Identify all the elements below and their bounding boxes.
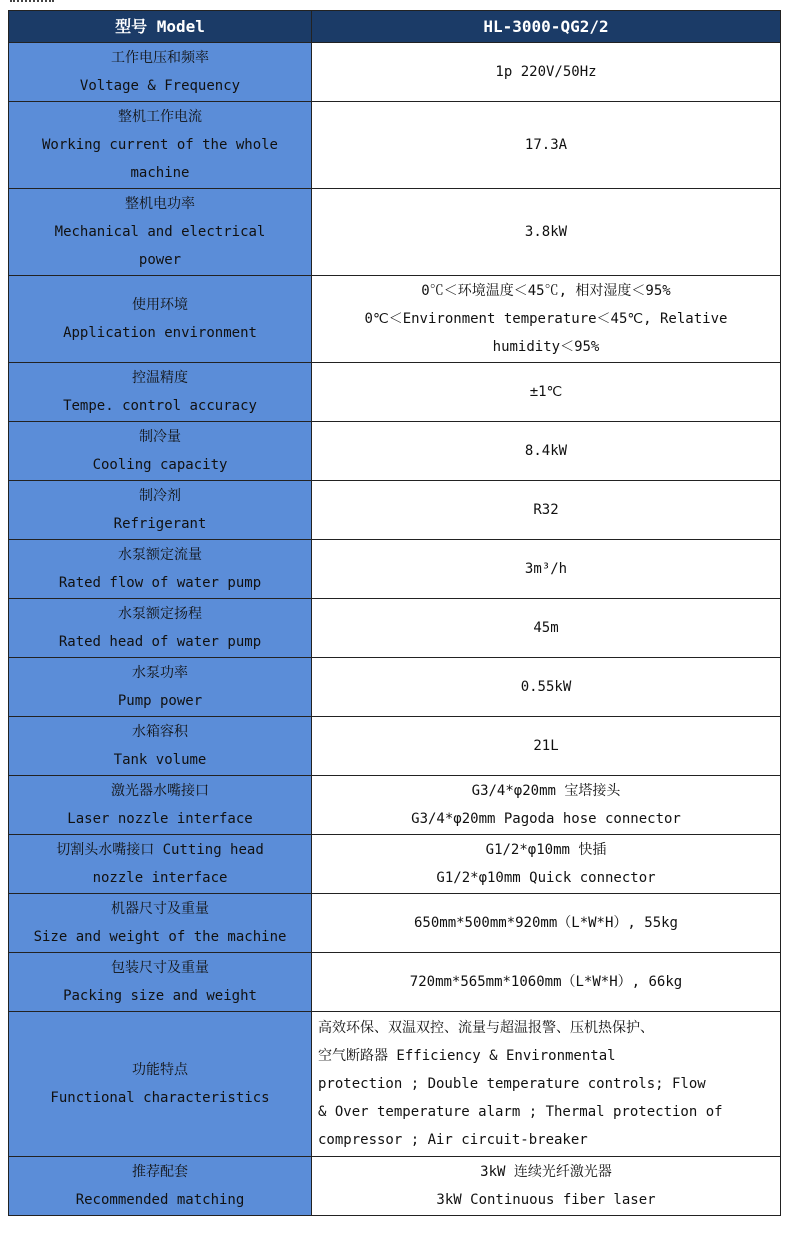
table-row [9, 599, 781, 658]
spec-label-line: 推荐配套 [132, 1164, 188, 1180]
spec-value-cell [312, 894, 781, 953]
spec-label-line: Cooling capacity [92, 457, 228, 473]
spec-label-line: Application environment [63, 325, 257, 341]
spec-label-line: Rated head of water pump [58, 634, 262, 650]
table-row [9, 953, 781, 1012]
spec-value-line: 0℃＜Environment temperature＜45℃, Relative [364, 311, 728, 327]
spec-label-cell [9, 43, 312, 102]
corner-mark [10, 0, 54, 6]
spec-label-cell [9, 102, 312, 189]
spec-value-line: 0.55kW [520, 679, 572, 695]
spec-value-line: 高效环保、双温双控、流量与超温报警、压机热保护、 [318, 1020, 654, 1036]
spec-label-cell [9, 835, 312, 894]
spec-label-line: Rated flow of water pump [58, 575, 262, 591]
table-header-row [9, 11, 781, 43]
spec-label-line: Functional characteristics [50, 1090, 270, 1106]
spec-value-line: 3kW 连续光纤激光器 [480, 1164, 612, 1180]
spec-value-cell [312, 953, 781, 1012]
spec-label-line: 整机电功率 [125, 196, 195, 212]
spec-label-cell [9, 894, 312, 953]
spec-label-line: Size and weight of the machine [33, 929, 287, 945]
spec-label-cell [9, 363, 312, 422]
spec-label-line: 水泵额定扬程 [118, 606, 202, 622]
spec-label-line: 激光器水嘴接口 [111, 783, 209, 799]
table-row [9, 540, 781, 599]
spec-label-cell [9, 776, 312, 835]
spec-label-cell [9, 717, 312, 776]
spec-value-cell [312, 658, 781, 717]
spec-label-cell [9, 599, 312, 658]
spec-value-cell [312, 422, 781, 481]
spec-label-cell [9, 189, 312, 276]
spec-label-cell [9, 1012, 312, 1157]
spec-label-line: 包装尺寸及重量 [111, 960, 209, 976]
spec-label-line: Mechanical and electrical [54, 224, 266, 240]
table-row [9, 363, 781, 422]
spec-label-cell [9, 276, 312, 363]
spec-label-line: Voltage & Frequency [79, 78, 241, 94]
spec-label-line: Refrigerant [113, 516, 207, 532]
spec-value-cell [312, 717, 781, 776]
spec-label-cell [9, 1157, 312, 1216]
spec-label-cell [9, 540, 312, 599]
spec-label-line: 制冷剂 [139, 488, 181, 504]
spec-value-cell [312, 363, 781, 422]
spec-label-line: machine [130, 165, 190, 181]
header-model-value: HL-3000-QG2/2 [312, 11, 781, 43]
spec-label-line: 控温精度 [132, 370, 188, 386]
table-row [9, 835, 781, 894]
spec-label-line: Laser nozzle interface [67, 811, 253, 827]
spec-value-line: G3/4*φ20mm Pagoda hose connector [411, 811, 681, 827]
spec-value-line: G3/4*φ20mm 宝塔接头 [471, 783, 621, 799]
table-row [9, 1157, 781, 1216]
spec-value-cell [312, 102, 781, 189]
spec-table [8, 10, 781, 1216]
table-row [9, 481, 781, 540]
spec-value-line: 650mm*500mm*920mm（L*W*H）, 55kg [413, 915, 678, 931]
spec-value-cell [312, 835, 781, 894]
table-row [9, 776, 781, 835]
table-row [9, 276, 781, 363]
spec-label-line: 使用环境 [132, 297, 188, 313]
spec-label-cell [9, 658, 312, 717]
spec-label-line: 机器尺寸及重量 [111, 901, 209, 917]
spec-label-line: nozzle interface [92, 870, 228, 886]
spec-label-line: 水泵功率 [132, 665, 188, 681]
table-row [9, 717, 781, 776]
spec-label-line: 切割头水嘴接口 Cutting head [56, 842, 264, 858]
spec-label-line: 工作电压和频率 [111, 50, 209, 66]
spec-value-cell [312, 189, 781, 276]
spec-value-line: 1p 220V/50Hz [495, 64, 597, 80]
spec-value-line: G1/2*φ10mm Quick connector [436, 870, 656, 886]
spec-value-line: 3.8kW [524, 224, 568, 240]
spec-label-cell [9, 422, 312, 481]
spec-label-cell [9, 953, 312, 1012]
spec-label-line: Recommended matching [75, 1192, 245, 1208]
spec-label-line: Working current of the whole [41, 137, 278, 153]
spec-label-line: Tempe. control accuracy [63, 398, 257, 414]
spec-value-line: humidity＜95% [492, 339, 600, 355]
spec-value-line: 17.3A [524, 137, 568, 153]
table-row [9, 189, 781, 276]
spec-value-cell [312, 276, 781, 363]
table-row [9, 1012, 781, 1157]
spec-value-cell [312, 481, 781, 540]
spec-value-line: 3kW Continuous fiber laser [436, 1192, 656, 1208]
spec-value-cell [312, 1012, 781, 1157]
spec-label-line: 功能特点 [132, 1062, 188, 1078]
spec-value-line: G1/2*φ10mm 快插 [485, 842, 607, 858]
spec-label-line: power [138, 252, 182, 268]
spec-label-line: Packing size and weight [63, 988, 257, 1004]
spec-label-line: 水泵额定流量 [118, 547, 202, 563]
header-model-label: 型号 Model [9, 11, 312, 43]
spec-value-line: ±1℃ [529, 384, 563, 400]
spec-label-line: 水箱容积 [132, 724, 188, 740]
table-row [9, 43, 781, 102]
spec-value-line: 45m [533, 620, 559, 636]
spec-value-line: protection ; Double temperature controls; Flow [318, 1076, 706, 1092]
spec-value-line: 0℃＜环境温度＜45℃, 相对湿度＜95% [421, 283, 671, 299]
spec-value-line: 3m³/h [524, 561, 568, 577]
spec-label-line: Pump power [117, 693, 203, 709]
spec-label-cell [9, 481, 312, 540]
spec-value-line: 8.4kW [524, 443, 568, 459]
spec-value-cell [312, 540, 781, 599]
spec-value-cell [312, 43, 781, 102]
spec-value-line: 720mm*565mm*1060mm（L*W*H）, 66kg [409, 974, 683, 990]
spec-value-cell [312, 1157, 781, 1216]
spec-value-line: & Over temperature alarm ; Thermal protection of [318, 1104, 723, 1120]
table-row [9, 422, 781, 481]
spec-value-cell [312, 776, 781, 835]
spec-label-line: 制冷量 [139, 429, 181, 445]
spec-value-cell [312, 599, 781, 658]
spec-label-line: 整机工作电流 [118, 109, 202, 125]
table-row [9, 894, 781, 953]
table-row [9, 102, 781, 189]
spec-value-line: compressor ; Air circuit-breaker [318, 1132, 588, 1148]
spec-label-line: Tank volume [113, 752, 207, 768]
spec-value-line: R32 [533, 502, 559, 518]
spec-value-line: 21L [533, 738, 559, 754]
spec-value-line: 空气断路器 Efficiency & Environmental [318, 1048, 616, 1064]
table-row [9, 658, 781, 717]
